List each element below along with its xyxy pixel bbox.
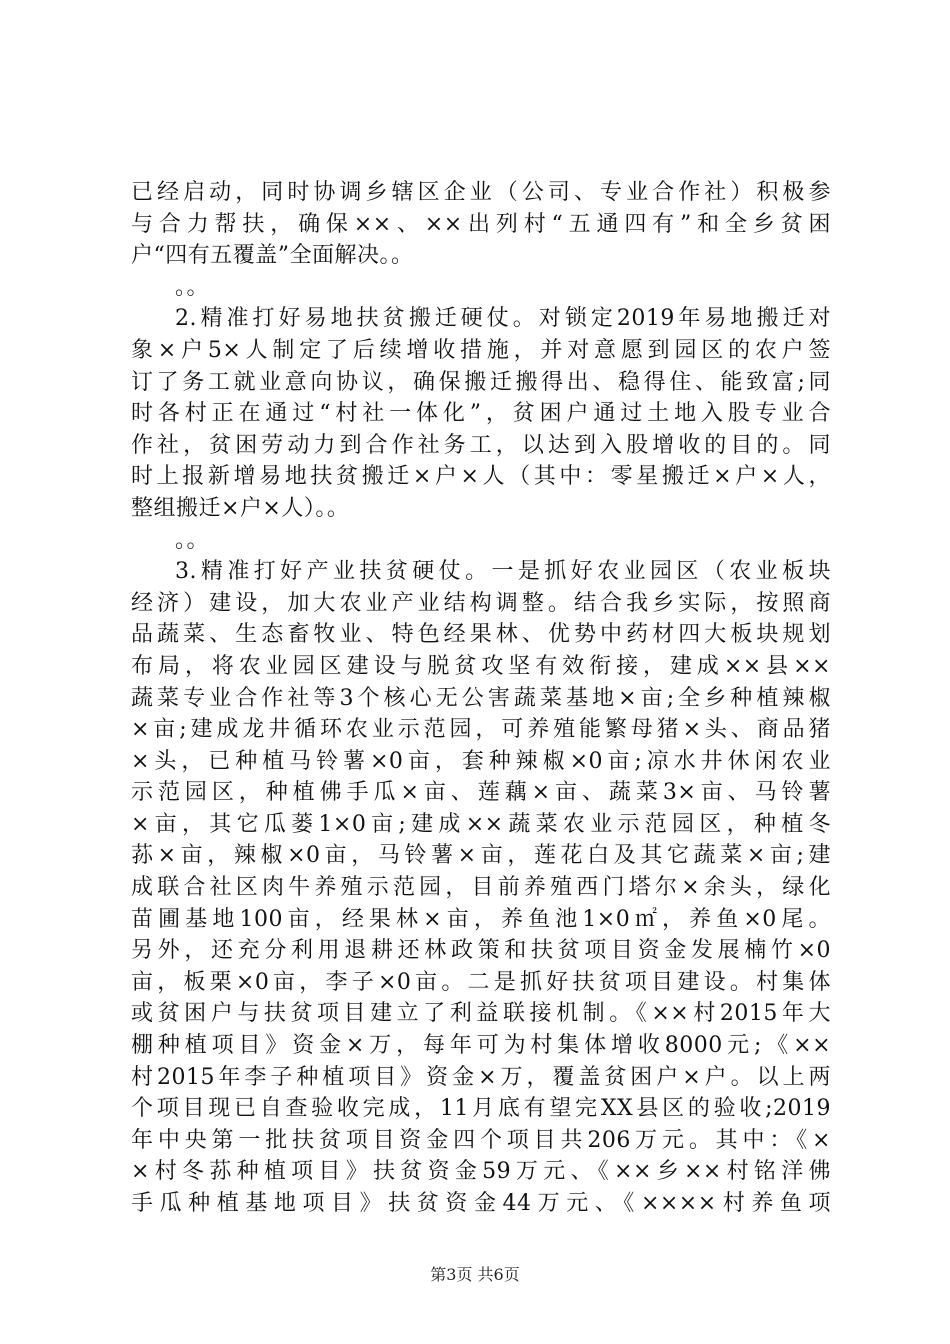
text-line: 品蔬菜、生态畜牧业、特色经果林、优势中药材四大板块规划: [131, 622, 831, 648]
text-line: 作社，贫困劳动力到合作社务工，以达到入股增收的目的。同: [131, 432, 831, 458]
text-line: 经济）建设，加大农业产业结构调整。结合我乡实际，按照商: [131, 590, 831, 616]
text-line: 。。: [175, 274, 210, 300]
text-line: 3.精准打好产业扶贫硬仗。一是抓好农业园区（农业板块: [175, 559, 831, 585]
text-line: 时各村正在通过“村社一体化”，贫困户通过土地入股专业合: [131, 401, 831, 427]
text-line: 荪×亩，辣椒×0亩，马铃薯×亩，莲花白及其它蔬菜×亩;建: [131, 843, 831, 869]
text-line: 成联合社区肉牛养殖示范园，目前养殖西门塔尔×余头，绿化: [131, 875, 831, 901]
text-line: 。。: [175, 527, 210, 553]
text-line: 时上报新增易地扶贫搬迁×户×人（其中：零星搬迁×户×人，: [131, 464, 831, 490]
page-footer: 第3页 共6页: [430, 1265, 520, 1284]
text-line: 年中央第一批扶贫项目资金四个项目共206万元。其中：《×: [131, 1127, 831, 1153]
text-line: 个项目现已自查验收完成，11月底有望完XX县区的验收;2019: [131, 1096, 831, 1122]
text-line: 苗圃基地100亩，经果林×亩，养鱼池1×0㎡，养鱼×0尾。: [131, 906, 831, 932]
document-body: [131, 177, 831, 1220]
text-line: 棚种植项目》资金×万，每年可为村集体增收8000元;《××: [131, 1033, 831, 1059]
text-line: ×亩，其它瓜蒌1×0亩;建成××蔬菜农业示范园区，种植冬: [131, 811, 831, 837]
text-line: 户“四有五覆盖”全面解决。。: [131, 243, 414, 269]
text-line: 村2015年李子种植项目》资金×万，覆盖贫困户×户。以上两: [131, 1064, 831, 1090]
text-line: 已经启动，同时协调乡辖区企业（公司、专业合作社）积极参: [131, 180, 831, 205]
text-line: 与合力帮扶，确保××、××出列村“五通四有”和全乡贫困: [131, 211, 831, 237]
text-line: 布局，将农业园区建设与脱贫攻坚有效衔接，建成××县××: [131, 653, 831, 679]
text-line: ×村冬荪种植项目》扶贫资金59万元、《××乡××村铭洋佛: [131, 1159, 831, 1185]
text-line: 或贫困户与扶贫项目建立了利益联接机制。《××村2015年大: [131, 1001, 831, 1027]
text-line: 订了务工就业意向协议，确保搬迁搬得出、稳得住、能致富;同: [131, 369, 831, 395]
text-line: 蔬菜专业合作社等3个核心无公害蔬菜基地×亩;全乡种植辣椒: [131, 685, 831, 711]
text-line: 亩，板栗×0亩，李子×0亩。二是抓好扶贫项目建设。村集体: [131, 969, 831, 995]
text-line: 象×户5×人制定了后续增收措施，并对意愿到园区的农户签: [131, 337, 831, 363]
text-line: 手瓜种植基地项目》扶贫资金44万元、《××××村养鱼项: [131, 1191, 831, 1216]
text-line: 示范园区，种植佛手瓜×亩、莲藕×亩、蔬菜3×亩、马铃薯: [131, 780, 831, 806]
text-line: ×亩;建成龙井循环农业示范园，可养殖能繁母猪×头、商品猪: [131, 717, 831, 743]
text-line: 整组搬迁×户×人）。。: [131, 495, 350, 521]
text-line: 另外，还充分利用退耕还林政策和扶贫项目资金发展楠竹×0: [131, 938, 831, 964]
text-line: 2.精准打好易地扶贫搬迁硬仗。对锁定2019年易地搬迁对: [175, 306, 831, 332]
text-line: ×头，已种植马铃薯×0亩，套种辣椒×0亩;凉水井休闲农业: [131, 748, 831, 774]
